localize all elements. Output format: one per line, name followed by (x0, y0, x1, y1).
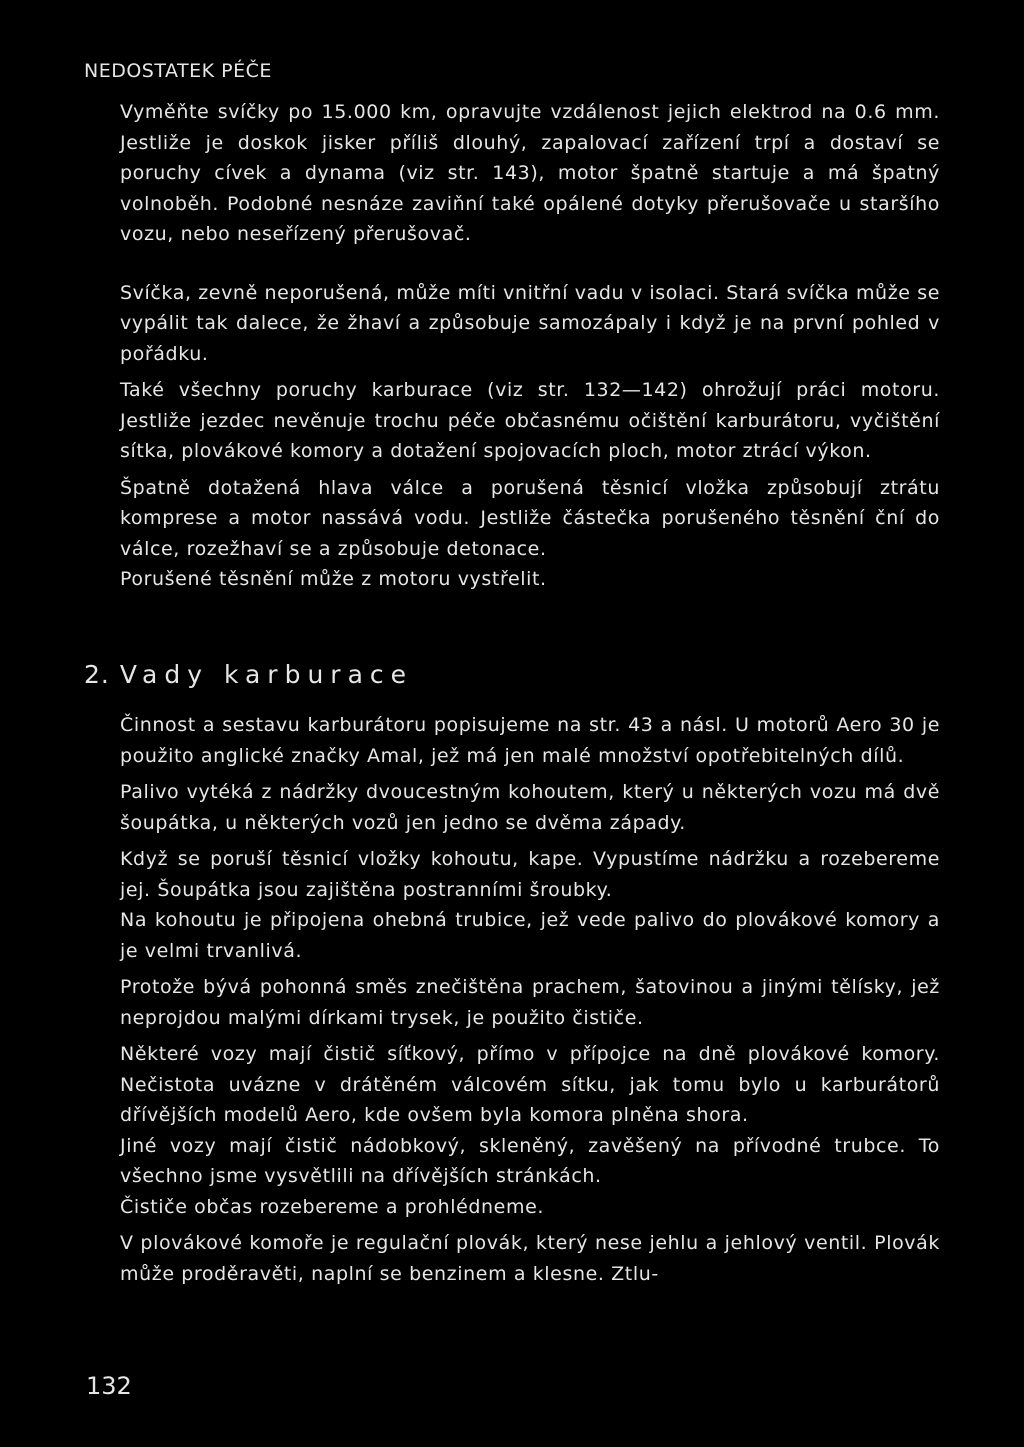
intro-text-block (120, 97, 940, 595)
section-paragraph: V plovákové komoře je regulační plovák, který nese jehlu a jehlový ventil. Plovák může proděravěti, naplní se benzinem a klesne. Ztlu- (120, 1232, 940, 1285)
section-paragraph: Jiné vozy mají čistič nádobkový, skleněný, zavěšený na přívodné trubce. To všechno jsme vysvětlili na dřívějších stránkách. (120, 1134, 940, 1187)
page-number: 132 (86, 1372, 132, 1400)
page-heading: NEDOSTATEK PÉČE (84, 60, 272, 82)
section-number: 2. (84, 660, 110, 689)
section-paragraph: Čističe občas rozebereme a prohlédneme. (120, 1195, 545, 1218)
section-paragraph: Činnost a sestavu karburátoru popisujeme na str. 43 a násl. U motorů Aero 30 je použito anglické značky Amal, jež má jen malé množství opotřebitelných dílů. (120, 714, 940, 767)
intro-paragraph: Také všechny poruchy karburace (viz str. 132—142) ohrožují práci motoru. Jestliže jezdec nevěnuje trochu péče občasnému očištění karburátoru, vyčištění sítka, plovákové komory a dotažení spojovacích ploch, motor ztrácí výkon. (120, 379, 940, 462)
section-name: Vady karburace (119, 660, 414, 689)
intro-paragraph: Špatně dotažená hlava válce a porušená těsnicí vložka způsobují ztrátu komprese a motor nassává vodu. Jestliže částečka porušeného těsnění ční do válce, rozežhaví se a způsobuje detonace. (120, 476, 940, 560)
section-paragraph: Když se poruší těsnicí vložky kohoutu, kape. Vypustíme nádržku a rozebereme jej. Šoupátka jsou zajištěna postranními šroubky. (120, 848, 940, 901)
section-paragraph: Palivo vytéká z nádržky dvoucestným kohoutem, který u některých vozu má dvě šoupátka, u některých vozů jen jedno se dvěma západy. (120, 781, 940, 834)
section-title (84, 660, 413, 689)
section-text-block (120, 710, 940, 1289)
section-paragraph: Na kohoutu je připojena ohebná trubice, jež vede palivo do plovákové komory a je velmi trvanlivá. (120, 909, 940, 962)
section-paragraph: Protože bývá pohonná směs znečištěna prachem, šatovinou a jinými tělísky, jež neprojdou malými dírkami trysek, je použito čističe. (120, 976, 940, 1029)
section-paragraph: Některé vozy mají čistič síťkový, přímo v přípojce na dně plovákové komory. Nečistota uvázne v drátěném válcovém sítku, jak tomu bylo u karburátorů dřívějších modelů Aero, kde ovšem byla komora plněna shora. (120, 1043, 940, 1126)
intro-paragraph: Vyměňte svíčky po 15.000 km, opravujte vzdálenost jejich elektrod na 0.6 mm. Jestliže je doskok jisker příliš dlouhý, zapalovací zařízení trpí a dostaví se poruchy cívek a dynama (viz str. 143), motor špatně startuje a má špatný volnoběh. Podobné nesnáze zaviňní také opálené dotyky přerušovače u staršího vozu, nebo neseřízený přerušovač. (120, 101, 940, 245)
intro-paragraph: Svíčka, zevně neporušená, může míti vnitřní vadu v isolaci. Stará svíčka může se vypálit tak dalece, že žhaví a způsobuje samozápaly i když je na první pohled v pořádku. (120, 281, 940, 365)
intro-paragraph: Porušené těsnění může z motoru vystřelit. (120, 568, 547, 590)
